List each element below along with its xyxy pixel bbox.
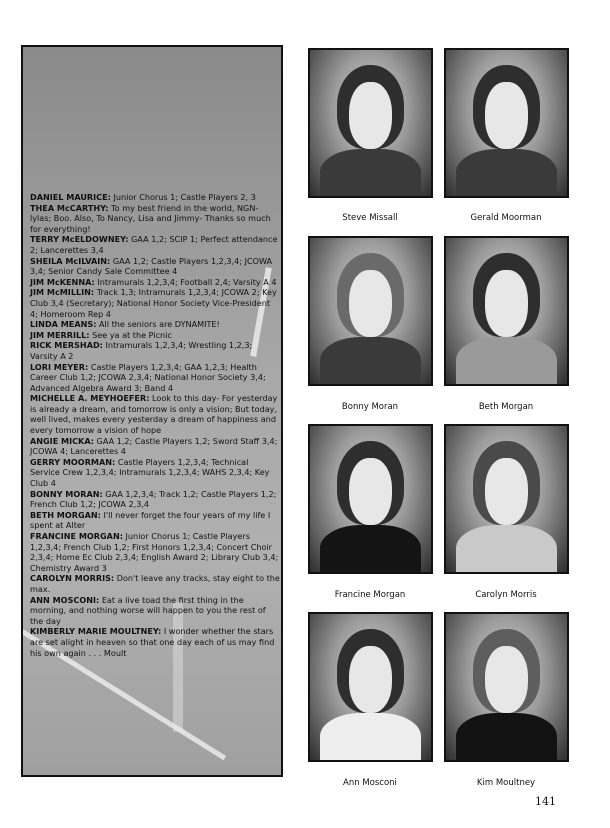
entry-lori-meyer: LORI MEYER: Castle Players 1,2,3,4; GAA 1,2,3; Health Career Club 1,2; JCOWA 2,3,4; National Honor Society 3,4; Advanced Algebra Award 3; Band 4 <box>30 361 266 393</box>
face-shape <box>485 646 529 713</box>
portrait-caption: Beth Morgan <box>478 402 534 412</box>
portrait-photo-gerald-moorman <box>444 48 569 198</box>
body-shape <box>320 525 422 574</box>
portrait-caption: Francine Morgan <box>334 590 406 600</box>
body-shape <box>456 149 558 198</box>
activities-text <box>30 192 280 658</box>
portrait-photo-carolyn-morris <box>444 424 569 574</box>
body-shape <box>320 149 422 198</box>
entry-kimberly-moultney: KIMBERLY MARIE MOULTNEY: I wonder whether the stars are set alight in heaven so that one day each of us may find his own again . . . Moult <box>30 626 275 658</box>
portrait-photo-francine-morgan <box>308 424 433 574</box>
entry-angie-micka: ANGIE MICKA: GAA 1,2; Castle Players 1,2; Sword Staff 3,4; JCOWA 4; Lancerettes 4 <box>30 435 278 457</box>
senior-activities-panel <box>21 45 283 777</box>
body-shape <box>456 713 558 762</box>
entry-gerry-moorman: GERRY MOORMAN: Castle Players 1,2,3,4; Technical Service Crew 1,2,3,4; Intramurals 1,2,3,4; WAHS 2,3,4; Key Club 4 <box>30 456 270 489</box>
entry-michelle-meyhoefer: MICHELLE A. MEYHOEFER: Look to this day- For yesterday is already a dream, and tomorrow is only a vision; But today, well lived, makes every yesterday a dream of happiness and every tomorrow a vision of hope <box>30 393 278 436</box>
portrait-photo-beth-morgan <box>444 236 569 386</box>
portrait-caption: Bonny Moran <box>341 402 399 412</box>
entry-jim-mcmillin: JIM McMILLIN: Track 1,3; Intramurals 1,2,3,4; JCOWA 2; Key Club 3,4 (Secretary); National Honor Society Vice-President 4; Homeroom Rep 4 <box>30 287 277 319</box>
entry-linda-means: LINDA MEANS: All the seniors are DYNAMITE! <box>30 319 220 330</box>
portrait-caption: Carolyn Morris <box>475 590 537 600</box>
entry-jim-merrill: JIM MERRILL: See ya at the Picnic <box>30 329 172 340</box>
face-shape <box>485 458 529 525</box>
entry-ann-mosconi: ANN MOSCONI: Eat a live toad the first thing in the morning, and nothing worse will happen to you the rest of the day <box>30 594 266 626</box>
portrait-caption: Gerald Moorman <box>470 213 542 223</box>
face-shape <box>485 82 529 149</box>
face-shape <box>349 458 393 525</box>
portrait-caption: Ann Mosconi <box>343 778 397 788</box>
page-number: 141 <box>535 795 556 808</box>
portrait-photo-ann-mosconi <box>308 612 433 762</box>
entry-terry-mceldowney: TERRY McELDOWNEY: GAA 1,2; SCIP 1; Perfect attendance 2; Lancerettes 3,4 <box>30 234 278 255</box>
body-shape <box>456 525 558 574</box>
entry-rick-mershad: RICK MERSHAD: Intramurals 1,2,3,4; Wrestling 1,2,3; Varsity A 2 <box>30 340 253 361</box>
entry-thea-mccarthy: THEA McCARTHY: To my best friend in the world, NGN- lylas; Boo. Also, To Nancy, Lisa and Jimmy- Thanks so much for everything! <box>30 202 271 234</box>
entry-carolyn-morris: CAROLYN MORRIS: Don't leave any tracks, stay eight to the max. <box>30 573 280 594</box>
entry-francine-morgan: FRANCINE MORGAN: Junior Chorus 1; Castle Players 1,2,3,4; French Club 1,2; First Honors 1,2,3,4; Concert Choir 2,3,4; Home Ec Club 2,3,4; English Award 2; Library Club 3,4; Chemistry Award 3 <box>30 531 279 573</box>
portrait-photo-steve-missall <box>308 48 433 198</box>
entry-daniel-maurice: DANIEL MAURICE: Junior Chorus 1; Castle Players 2, 3 <box>30 192 256 202</box>
body-shape <box>320 713 422 762</box>
entry-beth-morgan: BETH MORGAN: I'll never forget the four years of my life I spent at Alter <box>30 509 271 531</box>
entry-sheila-mcilvain: SHEILA McILVAIN: GAA 1,2; Castle Players 1,2,3,4; JCOWA 3,4; Senior Candy Sale Committee 4 <box>30 255 273 277</box>
portrait-photo-bonny-moran <box>308 236 433 386</box>
entry-bonny-moran: BONNY MORAN: GAA 1,2,3,4; Track 1,2; Castle Players 1,2; French Club 1,2; JCOWA 2,3,4 <box>30 488 277 510</box>
portrait-caption: Kim Moultney <box>476 778 536 788</box>
face-shape <box>349 646 393 713</box>
body-shape <box>320 337 422 386</box>
face-shape <box>485 270 529 337</box>
entry-jim-mckenna: JIM McKENNA: Intramurals 1,2,3,4; Football 2,4; Varsity A 4 <box>30 276 277 287</box>
face-shape <box>349 270 393 337</box>
portrait-photo-kim-moultney <box>444 612 569 762</box>
body-shape <box>456 337 558 386</box>
face-shape <box>349 82 393 149</box>
portrait-caption: Steve Missall <box>342 213 398 223</box>
